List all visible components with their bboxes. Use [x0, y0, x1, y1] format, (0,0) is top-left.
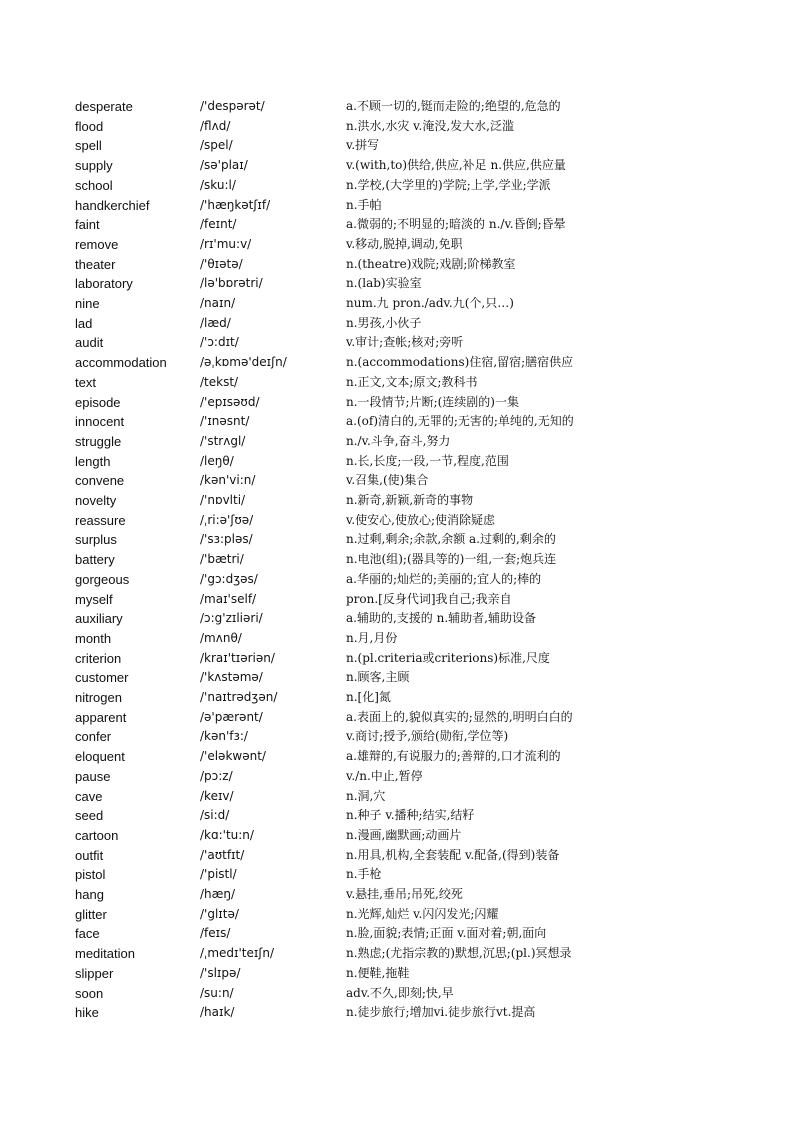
- vocab-definition: adv.不久,即刻;快,早: [346, 985, 454, 1000]
- vocab-row: [0, 393, 800, 413]
- vocab-definition: a.雄辩的,有说服力的;善辩的,口才流利的: [346, 749, 561, 764]
- vocab-row: [0, 865, 800, 885]
- vocab-word: innocent: [75, 414, 125, 430]
- vocab-word: accommodation: [75, 355, 167, 371]
- vocab-definition: n.(accommodations)住宿,留宿;膳宿供应: [346, 355, 574, 370]
- vocab-phonetic: /'nɒvlti/: [200, 493, 246, 507]
- vocab-row: [0, 235, 800, 255]
- vocab-word: soon: [75, 985, 104, 1001]
- vocab-row: [0, 373, 800, 393]
- vocab-phonetic: /kən'fɜ:/: [200, 729, 248, 744]
- vocab-phonetic: /ɔ:g'zɪliəri/: [200, 611, 263, 626]
- vocab-word: cave: [75, 788, 103, 804]
- vocab-phonetic: /'pistl/: [200, 867, 237, 882]
- vocab-word: apparent: [75, 709, 127, 725]
- vocab-row: [0, 806, 800, 826]
- vocab-definition: n.过剩,剩余;余款,余额 a.过剩的,剩余的: [346, 532, 556, 547]
- vocab-row: [0, 924, 800, 944]
- vocab-word: criterion: [75, 650, 122, 666]
- vocab-phonetic: /sku:l/: [200, 177, 236, 192]
- vocab-word: face: [75, 926, 100, 942]
- vocab-definition: n.手帕: [346, 197, 382, 212]
- vocab-row: [0, 629, 800, 649]
- vocab-phonetic: /ə'pærənt/: [200, 709, 263, 724]
- vocab-row: [0, 314, 800, 334]
- vocab-definition: v.商讨;授予,颁给(勋衔,学位等): [346, 729, 509, 744]
- vocab-word: supply: [75, 158, 113, 174]
- vocab-definition: n.学校,(大学里的)学院;上学,学业;学派: [346, 177, 551, 192]
- vocab-row: [0, 668, 800, 688]
- vocab-definition: v./n.中止,暂停: [346, 768, 423, 783]
- vocab-row: [0, 97, 800, 117]
- vocab-row: [0, 846, 800, 866]
- vocab-phonetic: /'kʌstəmə/: [200, 670, 263, 685]
- vocab-definition: a.微弱的;不明显的;暗淡的 n./v.昏倒;昏晕: [346, 217, 566, 232]
- vocab-phonetic: /naɪn/: [200, 296, 236, 310]
- vocab-definition: a.华丽的;灿烂的;美丽的;宜人的;棒的: [346, 571, 542, 586]
- vocab-phonetic: /'strʌgl/: [200, 433, 246, 448]
- vocab-definition: v.审计;查帐;核对;旁听: [346, 335, 464, 350]
- vocab-row: [0, 136, 800, 156]
- vocab-row: [0, 570, 800, 590]
- vocab-phonetic: /'bætri/: [200, 552, 244, 567]
- vocab-row: [0, 747, 800, 767]
- vocab-word: laboratory: [75, 276, 133, 292]
- vocab-phonetic: /su:n/: [200, 985, 234, 1000]
- vocab-definition: a.(of)清白的,无罪的;无害的;单纯的,无知的: [346, 414, 574, 429]
- vocab-word: seed: [75, 808, 104, 824]
- vocab-row: [0, 491, 800, 511]
- vocab-phonetic: /ˌmedɪ'teɪʃn/: [200, 946, 275, 961]
- vocab-definition: v.拼写: [346, 138, 380, 153]
- vocab-definition: n.(pl.criteria或criterions)标准,尺度: [346, 650, 550, 665]
- vocab-definition: n./v.斗争,奋斗,努力: [346, 433, 451, 448]
- vocab-row: [0, 353, 800, 373]
- vocab-phonetic: /'glɪtə/: [200, 906, 239, 921]
- vocab-word: nine: [75, 296, 100, 311]
- vocab-phonetic: /kɑ:'tu:n/: [200, 827, 254, 842]
- vocab-definition: n.(theatre)戏院;戏剧;阶梯教室: [346, 256, 516, 271]
- vocab-word: pause: [75, 768, 111, 784]
- vocab-row: [0, 984, 800, 1004]
- vocab-word: eloquent: [75, 749, 125, 765]
- vocab-word: text: [75, 374, 96, 390]
- vocab-definition: n.(lab)实验室: [346, 276, 422, 291]
- vocab-word: novelty: [75, 493, 117, 508]
- vocab-phonetic: /feɪs/: [200, 926, 231, 941]
- vocab-word: myself: [75, 591, 113, 607]
- vocab-row: [0, 905, 800, 925]
- vocab-phonetic: /haɪk/: [200, 1005, 235, 1020]
- vocab-row: [0, 826, 800, 846]
- vocab-row: [0, 944, 800, 964]
- vocab-row: [0, 688, 800, 708]
- vocab-definition: n.便鞋,拖鞋: [346, 965, 410, 980]
- vocab-definition: n.电池(组);(器具等的)一组,一套;炮兵连: [346, 552, 557, 567]
- vocab-phonetic: /əˌkɒmə'deɪʃn/: [200, 355, 287, 370]
- vocab-phonetic: /kən'vi:n/: [200, 473, 256, 488]
- vocab-word: hike: [75, 1005, 99, 1021]
- vocab-phonetic: /'slɪpə/: [200, 965, 241, 980]
- vocab-definition: n.漫画,幽默画;动画片: [346, 827, 462, 842]
- vocab-word: month: [75, 630, 112, 646]
- vocab-definition: a.表面上的,貌似真实的;显然的,明明白白的: [346, 709, 573, 724]
- vocab-definition: n.顾客,主顾: [346, 670, 410, 685]
- vocab-phonetic: /spel/: [200, 138, 233, 153]
- vocab-word: reassure: [75, 512, 126, 528]
- vocab-definition: n.脸,面貌;表情;正面 v.面对着;朝,面向: [346, 926, 547, 941]
- vocab-word: confer: [75, 729, 112, 745]
- vocab-phonetic: /flʌd/: [200, 118, 231, 133]
- vocab-definition: a.不顾一切的,铤而走险的;绝望的,危急的: [346, 99, 561, 113]
- vocab-phonetic: /læd/: [200, 315, 231, 330]
- vocab-phonetic: /tekst/: [200, 374, 239, 389]
- vocab-phonetic: /maɪ'self/: [200, 591, 257, 606]
- vocab-definition: n.种子 v.播种;结实,结籽: [346, 808, 475, 823]
- vocab-word: spell: [75, 138, 102, 154]
- vocab-definition: n.一段情节;片断;(连续剧的)一集: [346, 394, 519, 409]
- vocab-word: customer: [75, 670, 129, 686]
- vocab-definition: n.手枪: [346, 867, 382, 882]
- vocab-definition: v.召集,(使)集合: [346, 473, 429, 488]
- vocab-phonetic: /'θɪətə/: [200, 256, 243, 271]
- vocab-row: [0, 176, 800, 196]
- vocab-word: school: [75, 177, 113, 193]
- vocab-definition: a.辅助的,支援的 n.辅助者,辅助设备: [346, 611, 536, 626]
- vocab-word: outfit: [75, 847, 104, 863]
- vocab-definition: n.正文,文本;原文;教科书: [346, 374, 478, 389]
- vocab-row: [0, 452, 800, 472]
- vocab-definition: v.使安心,使放心;使消除疑虑: [346, 512, 496, 527]
- vocab-row: [0, 708, 800, 728]
- vocab-row: [0, 117, 800, 137]
- vocab-phonetic: /keɪv/: [200, 788, 234, 803]
- vocab-phonetic: /'hæŋkətʃɪf/: [200, 197, 271, 212]
- vocab-word: remove: [75, 236, 119, 252]
- vocab-phonetic: /kraɪ'tɪəriən/: [200, 650, 275, 665]
- vocab-word: surplus: [75, 532, 117, 548]
- vocab-definition: n.男孩,小伙子: [346, 315, 422, 330]
- vocab-word: convene: [75, 473, 125, 489]
- vocab-definition: v.(with,to)供给,供应,补足 n.供应,供应量: [346, 158, 566, 173]
- vocab-word: handkerchief: [75, 197, 150, 213]
- vocab-row: [0, 787, 800, 807]
- vocab-phonetic: /'sɜ:pləs/: [200, 532, 253, 547]
- vocab-row: [0, 432, 800, 452]
- vocab-phonetic: /'epɪsəʊd/: [200, 394, 260, 409]
- vocab-word: slipper: [75, 965, 114, 981]
- vocab-word: nitrogen: [75, 690, 122, 705]
- vocab-phonetic: /'ɔ:dɪt/: [200, 335, 239, 350]
- vocab-row: [0, 294, 800, 314]
- vocab-phonetic: /rɪ'mu:v/: [200, 236, 252, 251]
- vocab-phonetic: /'naɪtrədʒən/: [200, 690, 278, 704]
- vocab-row: [0, 1003, 800, 1023]
- vocab-definition: v.移动,脱掉,调动,免职: [346, 236, 463, 251]
- vocab-row: [0, 412, 800, 432]
- vocab-word: gorgeous: [75, 571, 130, 587]
- vocab-row: [0, 964, 800, 984]
- vocab-phonetic: /pɔ:z/: [200, 768, 233, 783]
- vocab-phonetic: /hæŋ/: [200, 887, 236, 901]
- vocab-row: [0, 649, 800, 669]
- vocab-row: [0, 550, 800, 570]
- vocab-row: [0, 767, 800, 787]
- vocab-definition: n.新奇,新颖,新奇的事物: [346, 493, 474, 507]
- vocab-word: hang: [75, 887, 104, 902]
- vocab-row: [0, 333, 800, 353]
- vocab-row: [0, 530, 800, 550]
- vocab-definition: num.九 pron./adv.九(个,只…): [346, 296, 514, 310]
- vocab-phonetic: /'eləkwənt/: [200, 749, 266, 764]
- vocab-phonetic: /lə'bɒrətri/: [200, 276, 263, 291]
- vocab-word: battery: [75, 552, 115, 568]
- vocab-row: [0, 590, 800, 610]
- vocab-word: flood: [75, 118, 104, 134]
- vocab-phonetic: /si:d/: [200, 808, 230, 823]
- vocab-phonetic: /'despərət/: [200, 99, 265, 113]
- vocab-definition: n.徒步旅行;增加vi.徒步旅行vt.提高: [346, 1005, 536, 1020]
- vocab-phonetic: /'ɪnəsnt/: [200, 414, 250, 429]
- vocab-phonetic: /ˌri:ə'ʃʊə/: [200, 512, 254, 527]
- vocab-row: [0, 609, 800, 629]
- vocab-phonetic: /'aʊtfɪt/: [200, 847, 245, 862]
- vocab-word: pistol: [75, 867, 106, 883]
- vocab-row: [0, 885, 800, 905]
- vocab-word: cartoon: [75, 827, 119, 843]
- vocab-definition: n.洞,穴: [346, 788, 386, 803]
- vocab-word: episode: [75, 394, 121, 410]
- vocab-definition: n.长,长度;一段,一节,程度,范围: [346, 453, 509, 468]
- vocab-definition: v.悬挂,垂吊;吊死,绞死: [346, 887, 463, 901]
- vocab-word: desperate: [75, 99, 133, 114]
- vocab-definition: n.熟虑;(尤指宗教的)默想,沉思;(pl.)冥想录: [346, 946, 572, 961]
- vocab-word: faint: [75, 217, 100, 233]
- vocab-definition: n.用具,机构,全套装配 v.配备,(得到)装备: [346, 847, 560, 862]
- vocab-definition: n.光辉,灿烂 v.闪闪发光;闪耀: [346, 906, 499, 921]
- vocab-word: auxiliary: [75, 611, 123, 627]
- vocab-definition: n.洪水,水灾 v.淹没,发大水,泛滥: [346, 118, 514, 133]
- vocab-row: [0, 471, 800, 491]
- vocab-row: [0, 511, 800, 531]
- vocab-phonetic: /'gɔ:dʒəs/: [200, 571, 258, 586]
- vocab-phonetic: /leŋθ/: [200, 453, 234, 468]
- vocab-row: [0, 156, 800, 176]
- vocab-row: [0, 215, 800, 235]
- vocab-definition: n.[化]氮: [346, 690, 391, 704]
- vocab-phonetic: /feɪnt/: [200, 217, 237, 232]
- vocab-phonetic: /mʌnθ/: [200, 630, 242, 645]
- vocab-word: theater: [75, 256, 116, 272]
- vocab-row: [0, 727, 800, 747]
- vocab-definition: n.月,月份: [346, 630, 398, 645]
- vocab-word: audit: [75, 335, 104, 351]
- vocab-row: [0, 274, 800, 294]
- vocab-word: glitter: [75, 906, 107, 922]
- vocab-word: lad: [75, 315, 93, 331]
- vocab-word: struggle: [75, 433, 122, 449]
- vocab-word: length: [75, 453, 111, 469]
- vocab-row: [0, 255, 800, 275]
- vocab-definition: pron.[反身代词]我自己;我亲自: [346, 591, 512, 606]
- vocab-phonetic: /sə'plaɪ/: [200, 158, 248, 173]
- vocab-word: meditation: [75, 946, 135, 962]
- vocab-row: [0, 196, 800, 216]
